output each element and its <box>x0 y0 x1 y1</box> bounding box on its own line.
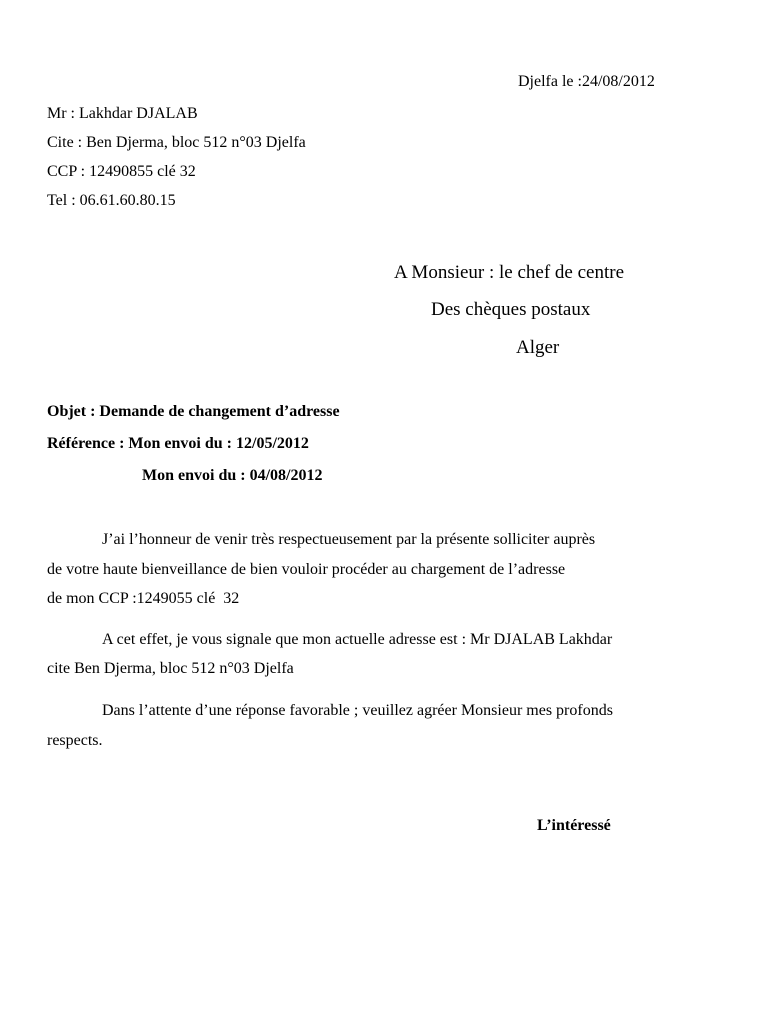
paragraph-1-line-3: de mon CCP :1249055 clé 32 <box>47 590 240 607</box>
sender-address: Cite : Ben Djerma, bloc 512 n°03 Djelfa <box>47 134 306 151</box>
reference-line-1: Référence : Mon envoi du : 12/05/2012 <box>47 435 309 452</box>
sender-name: Mr : Lakhdar DJALAB <box>47 105 198 122</box>
paragraph-1-line-1: J’ai l’honneur de venir très respectueusement par la présente solliciter auprès <box>102 531 596 548</box>
paragraph-3-line-2: respects. <box>47 732 103 749</box>
paragraph-2-line-1: A cet effet, je vous signale que mon actuelle adresse est : Mr DJALAB Lakhdar <box>102 631 613 648</box>
paragraph-3-line-1: Dans l’attente d’une réponse favorable ; veuillez agréer Monsieur mes profonds <box>102 702 613 719</box>
sender-phone: Tel : 06.61.60.80.15 <box>47 192 176 209</box>
subject-line: Objet : Demande de changement d’adresse <box>47 403 340 420</box>
reference-line-2: Mon envoi du : 04/08/2012 <box>142 467 323 484</box>
paragraph-1-line-2: de votre haute bienveillance de bien vouloir procéder au chargement de l’adresse <box>47 561 566 578</box>
date-line: Djelfa le :24/08/2012 <box>518 73 655 90</box>
recipient-line-3: Alger <box>516 337 560 358</box>
recipient-line-2: Des chèques postaux <box>431 299 591 320</box>
recipient-line-1: A Monsieur : le chef de centre <box>394 262 625 283</box>
signature-label: L’intéressé <box>537 817 611 834</box>
sender-ccp: CCP : 12490855 clé 32 <box>47 163 196 180</box>
paragraph-2-line-2: cite Ben Djerma, bloc 512 n°03 Djelfa <box>47 660 294 677</box>
